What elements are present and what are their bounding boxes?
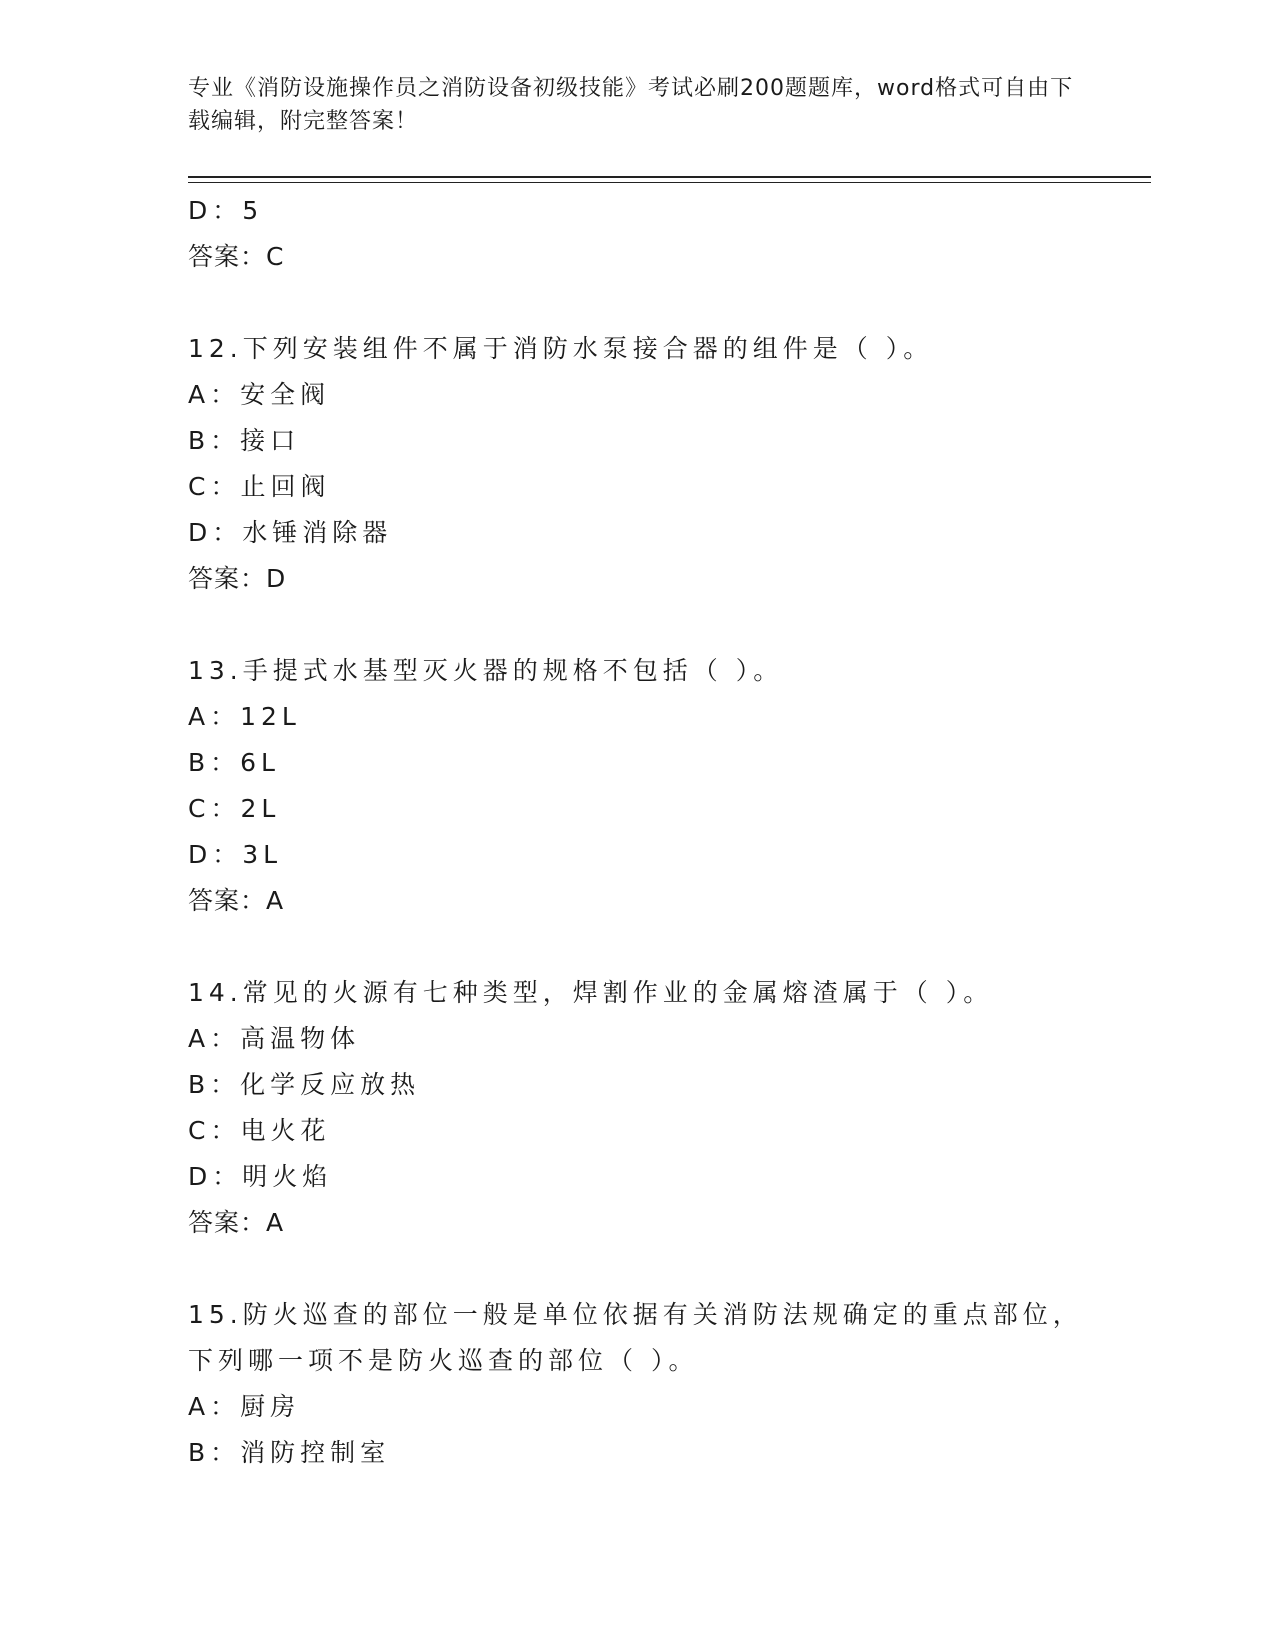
- spacer: [188, 924, 1088, 970]
- spacer: [188, 602, 1088, 648]
- option-c: C：止回阀: [188, 472, 331, 501]
- document-header: 专业《消防设施操作员之消防设备初级技能》考试必刷200题题库，word格式可自由下载编辑，附完整答案！: [188, 76, 1074, 134]
- question-stem-15: 15.防火巡查的部位一般是单位依据有关消防法规确定的重点部位，下列哪一项不是防火巡查的部位（ ）。: [188, 1300, 1083, 1375]
- option-d: D：水锤消除器: [188, 518, 393, 547]
- question-body: [188, 188, 1088, 1476]
- option-b: B：6L: [188, 748, 280, 777]
- question-stem-14: 14.常见的火源有七种类型，焊割作业的金属熔渣属于（ ）。: [188, 978, 994, 1007]
- spacer: [188, 280, 1088, 326]
- question-stem-12: 12.下列安装组件不属于消防水泵接合器的组件是（ ）。: [188, 334, 934, 363]
- option-b: B：消防控制室: [188, 1438, 391, 1467]
- option-c: C：电火花: [188, 1116, 331, 1145]
- spacer: [188, 1246, 1088, 1292]
- option-b: B：化学反应放热: [188, 1070, 421, 1099]
- answer-line: 答案：A: [188, 1208, 285, 1237]
- answer-line: 答案：A: [188, 886, 285, 915]
- option-c: C：2L: [188, 794, 281, 823]
- option-a: A：12L: [188, 702, 301, 731]
- option-d: D：明火焰: [188, 1162, 333, 1191]
- option-a: A：厨房: [188, 1392, 301, 1421]
- option-d: D：5: [188, 196, 264, 225]
- option-b: B：接口: [188, 426, 301, 455]
- option-d: D：3L: [188, 840, 283, 869]
- answer-line: 答案：D: [188, 564, 287, 593]
- answer-line: 答案：C: [188, 242, 285, 271]
- question-stem-13: 13.手提式水基型灭火器的规格不包括（ ）。: [188, 656, 784, 685]
- header-divider-thick: [188, 176, 1151, 178]
- option-a: A：安全阀: [188, 380, 331, 409]
- header-divider-thin: [188, 182, 1151, 183]
- option-a: A：高温物体: [188, 1024, 361, 1053]
